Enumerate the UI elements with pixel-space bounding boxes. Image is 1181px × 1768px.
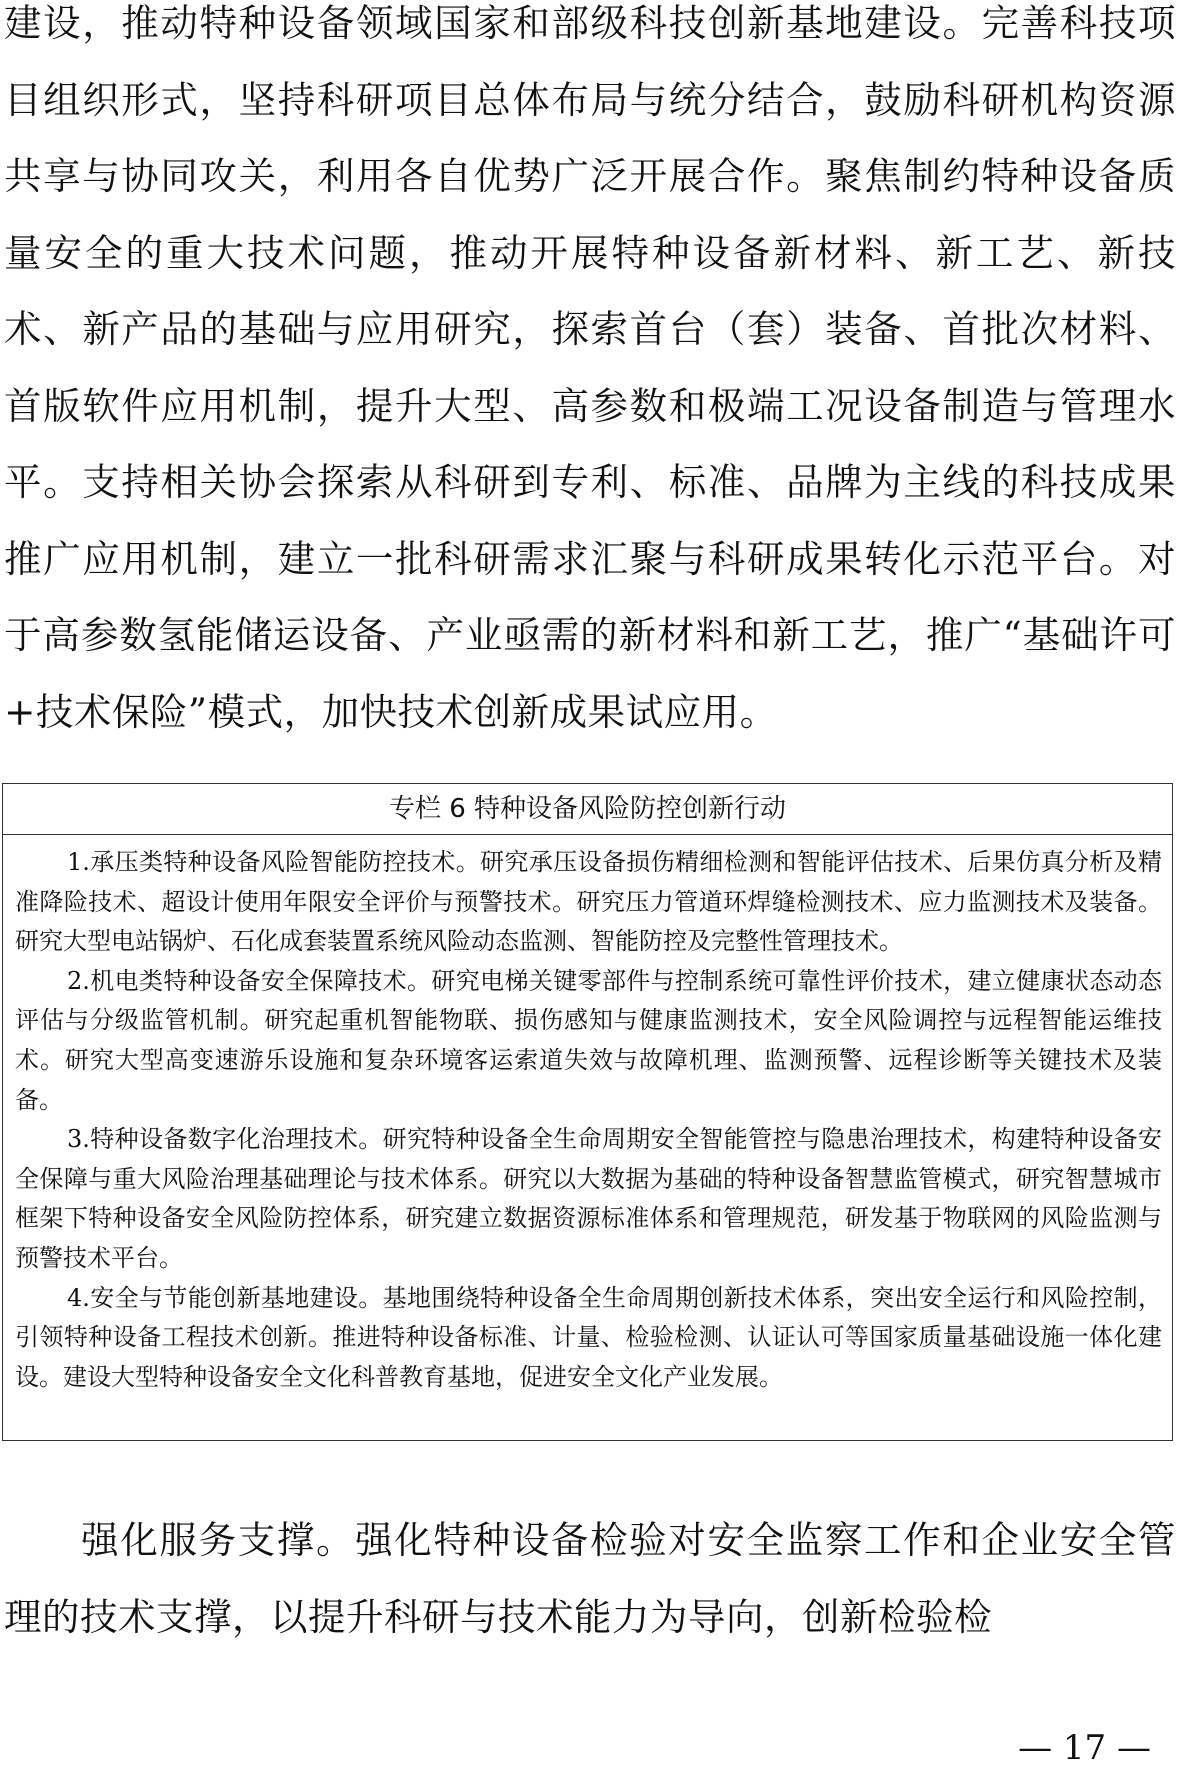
column-box-title: 专栏 6 特种设备风险防控创新行动 [3, 784, 1172, 835]
column-item: 3.特种设备数字化治理技术。研究特种设备全生命周期安全智能管控与隐患治理技术，构建特种设备安全保障与重大风险治理基础理论与技术体系。研究以大数据为基础的特种设备智慧监管模式，研究智慧城市框架下特种设备安全风险防控体系，研究建立数据资源标准体系和管理规范，研发基于物联网的风险监测与预警技术平台。 [15, 1125, 1162, 1272]
paragraph-text: 强化特种设备检验对安全监察工作和企业安全管理的技术支撑，以提升科研与技术能力为导向，创新检验检 [4, 1518, 1177, 1639]
column-box [2, 783, 1173, 1441]
column-item: 1.承压类特种设备风险智能防控技术。研究承压设备损伤精细检测和智能评估技术、后果仿真分析及精准降险技术、超设计使用年限安全评价与预警技术。研究压力管道环焊缝检测技术、应力监测技术及装备。研究大型电站锅炉、石化成套装置系统风险动态监测、智能防控及完整性管理技术。 [15, 848, 1162, 956]
body-paragraph-top: 建设，推动特种设备领域国家和部级科技创新基地建设。完善科技项目组织形式，坚持科研项目总体布局与统分结合，鼓励科研机构资源共享与协同攻关，利用各自优势广泛开展合作。聚焦制约特种设备质量安全的重大技术问题，推动开展特种设备新材料、新工艺、新技术、新产品的基础与应用研究，探索首台（套）装备、首批次材料、首版软件应用机制，提升大型、高参数和极端工况设备制造与管理水平。支持相关协会探索从科研到专利、标准、品牌为主线的科技成果推广应用机制，建立一批科研需求汇聚与科研成果转化示范平台。对于高参数氢能储运设备、产业亟需的新材料和新工艺，推广“基础许可+技术保险”模式，加快技术创新成果试应用。 [4, 1, 1176, 734]
column-item: 4.安全与节能创新基地建设。基地围绕特种设备全生命周期创新技术体系，突出安全运行和风险控制，引领特种设备工程技术创新。推进特种设备标准、计量、检验检测、认证认可等国家质量基础设施一体化建设。建设大型特种设备安全文化科普教育基地，促进安全文化产业发展。 [15, 1283, 1162, 1391]
page-number: — 17 — [1018, 1728, 1151, 1768]
paragraph-lead-heading: 强化服务支撑。 [80, 1518, 356, 1562]
body-paragraph-bottom [4, 1502, 1176, 1655]
column-box-body [3, 835, 1172, 1397]
column-item: 2.机电类特种设备安全保障技术。研究电梯关键零部件与控制系统可靠性评价技术，建立健康状态动态评估与分级监管机制。研究起重机智能物联、损伤感知与健康监测技术，安全风险调控与远程智能运维技术。研究大型高变速游乐设施和复杂环境客运索道失效与故障机理、监测预警、远程诊断等关键技术及装备。 [15, 966, 1162, 1114]
